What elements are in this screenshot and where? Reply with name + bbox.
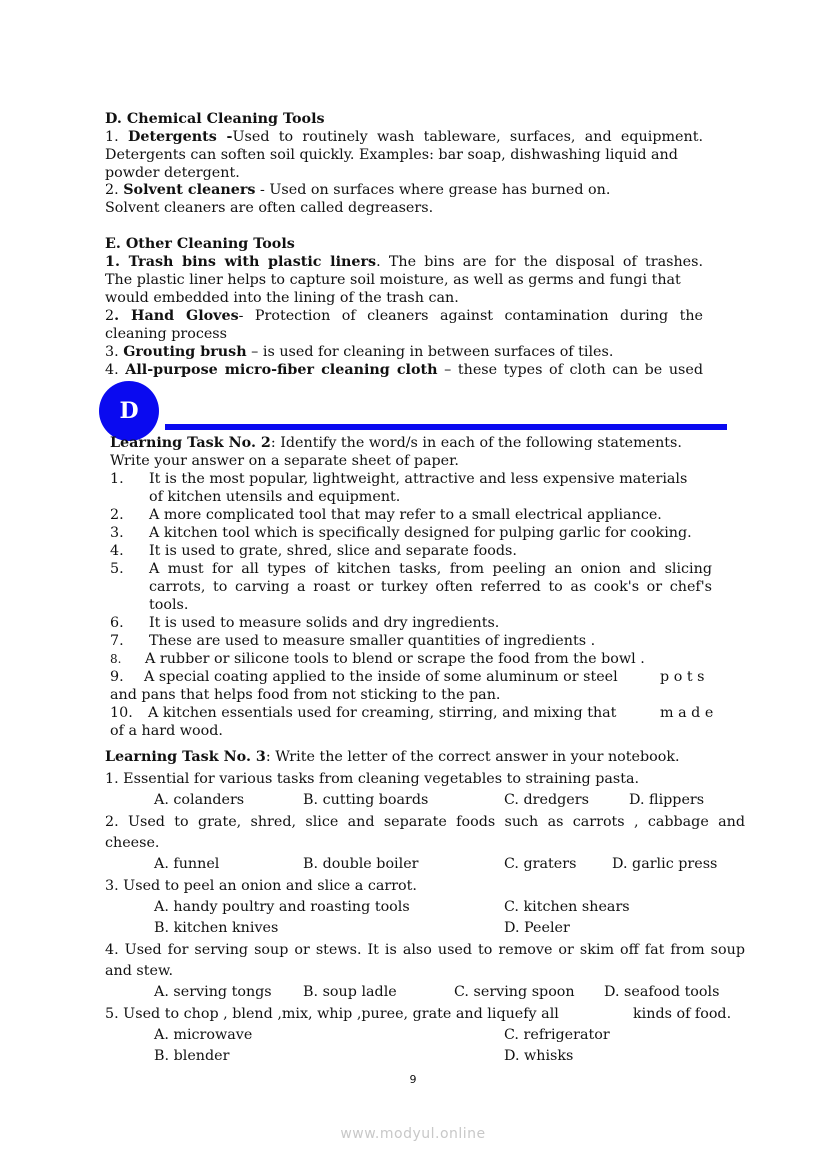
item-text: of a hard wood. <box>110 723 223 739</box>
item-text: tools. <box>149 597 189 613</box>
paragraph-line: cleaning process <box>105 326 227 342</box>
option: A. colanders <box>154 792 245 808</box>
option: A. funnel <box>154 856 220 872</box>
item-text: carrots, to carving a roast or turkey often referred to as cook's or chef's <box>149 579 712 595</box>
option: C. serving spoon <box>454 984 575 1000</box>
item-text: A rubber or silicone tools to blend or scrape the food from the bowl . <box>145 651 645 667</box>
item-text: It is used to grate, shred, slice and separate foods. <box>149 543 517 559</box>
item-text: It is the most popular, lightweight, attractive and less expensive materials <box>149 471 688 487</box>
item-number: 5. <box>110 561 124 577</box>
divider-bar <box>165 424 727 430</box>
item-text: A more complicated tool that may refer to a small electrical appliance. <box>149 507 662 523</box>
option: D. Peeler <box>504 920 570 936</box>
option: D. garlic press <box>612 856 718 872</box>
item-text: It is used to measure solids and dry ingredients. <box>149 615 500 631</box>
item-number: 7. <box>110 633 124 649</box>
option: C. kitchen shears <box>504 899 630 915</box>
option: D. flippers <box>629 792 705 808</box>
option: A. handy poultry and roasting tools <box>154 899 410 915</box>
item-number: 6. <box>110 615 124 631</box>
option: C. graters <box>504 856 577 872</box>
item-number: 3. <box>110 525 124 541</box>
item-text: These are used to measure smaller quantities of ingredients . <box>149 633 596 649</box>
option: C. refrigerator <box>504 1027 610 1043</box>
option: C. dredgers <box>504 792 589 808</box>
question-line: and stew. <box>105 963 174 979</box>
item-number: 2. <box>110 507 124 523</box>
page-number: 9 <box>409 1073 417 1086</box>
task-title: Learning Task No. 3: Write the letter of the correct answer in your notebook. <box>105 749 680 765</box>
paragraph: 1. Trash bins with plastic liners. The bins are for the disposal of trashes. <box>105 254 703 270</box>
section-heading: E. Other Cleaning Tools <box>105 236 295 252</box>
item-text: A special coating applied to the inside of some aluminum or steel <box>144 669 618 685</box>
item-number: 1. <box>110 471 124 487</box>
question: 1. Essential for various tasks from cleaning vegetables to straining pasta. <box>105 771 640 787</box>
item-number: 9. <box>110 669 124 685</box>
item-number: 8. <box>110 652 122 666</box>
watermark: www.modyul.online <box>340 1126 486 1142</box>
option: D. seafood tools <box>604 984 720 1000</box>
paragraph: 4. All-purpose micro-fiber cleaning cloth – these types of cloth can be used <box>105 362 704 378</box>
option: B. double boiler <box>303 856 419 872</box>
option: A. microwave <box>154 1027 253 1043</box>
section-badge: D <box>99 381 159 441</box>
option: A. serving tongs <box>154 984 272 1000</box>
paragraph: 2. Hand Gloves- Protection of cleaners against contamination during the <box>105 308 703 324</box>
option: B. blender <box>154 1048 230 1064</box>
item-number: 4. <box>110 543 124 559</box>
item-text: A kitchen essentials used for creaming, stirring, and mixing that <box>148 705 617 721</box>
paragraph-line: would embedded into the lining of the trash can. <box>105 290 459 306</box>
paragraph: 1. Detergents -Used to routinely wash tableware, surfaces, and equipment. <box>105 129 703 145</box>
item-text: p o t s <box>660 669 705 685</box>
section-heading: D. Chemical Cleaning Tools <box>105 111 325 127</box>
question: 3. Used to peel an onion and slice a carrot. <box>105 878 417 894</box>
question: 4. Used for serving soup or stews. It is also used to remove or skim off fat from soup <box>105 942 745 958</box>
task-intro: Write your answer on a separate sheet of paper. <box>110 453 459 469</box>
item-text: A kitchen tool which is specifically designed for pulping garlic for cooking. <box>149 525 692 541</box>
question-line: cheese. <box>105 835 160 851</box>
option: B. kitchen knives <box>154 920 279 936</box>
task-title: Learning Task No. 2: Identify the word/s in each of the following statements. <box>110 435 682 451</box>
paragraph-line: Detergents can soften soil quickly. Examples: bar soap, dishwashing liquid and <box>105 147 678 163</box>
question-line: kinds of food. <box>633 1006 732 1022</box>
paragraph: 3. Grouting brush – is used for cleaning in between surfaces of tiles. <box>105 344 614 360</box>
option: D. whisks <box>504 1048 574 1064</box>
item-number: 10. <box>110 705 133 721</box>
item-text: A must for all types of kitchen tasks, from peeling an onion and slicing <box>149 561 712 577</box>
paragraph-line: Solvent cleaners are often called degreasers. <box>105 200 434 216</box>
item-text: and pans that helps food from not sticking to the pan. <box>110 687 501 703</box>
question: 5. Used to chop , blend ,mix, whip ,puree, grate and liquefy all <box>105 1006 559 1022</box>
paragraph: 2. Solvent cleaners - Used on surfaces where grease has burned on. <box>105 182 611 198</box>
item-text: m a d e <box>660 705 714 721</box>
option: B. soup ladle <box>303 984 397 1000</box>
question: 2. Used to grate, shred, slice and separate foods such as carrots , cabbage and <box>105 814 745 830</box>
paragraph-line: The plastic liner helps to capture soil moisture, as well as germs and fungi that <box>105 272 681 288</box>
item-text: of kitchen utensils and equipment. <box>149 489 401 505</box>
paragraph-line: powder detergent. <box>105 165 240 181</box>
option: B. cutting boards <box>303 792 429 808</box>
